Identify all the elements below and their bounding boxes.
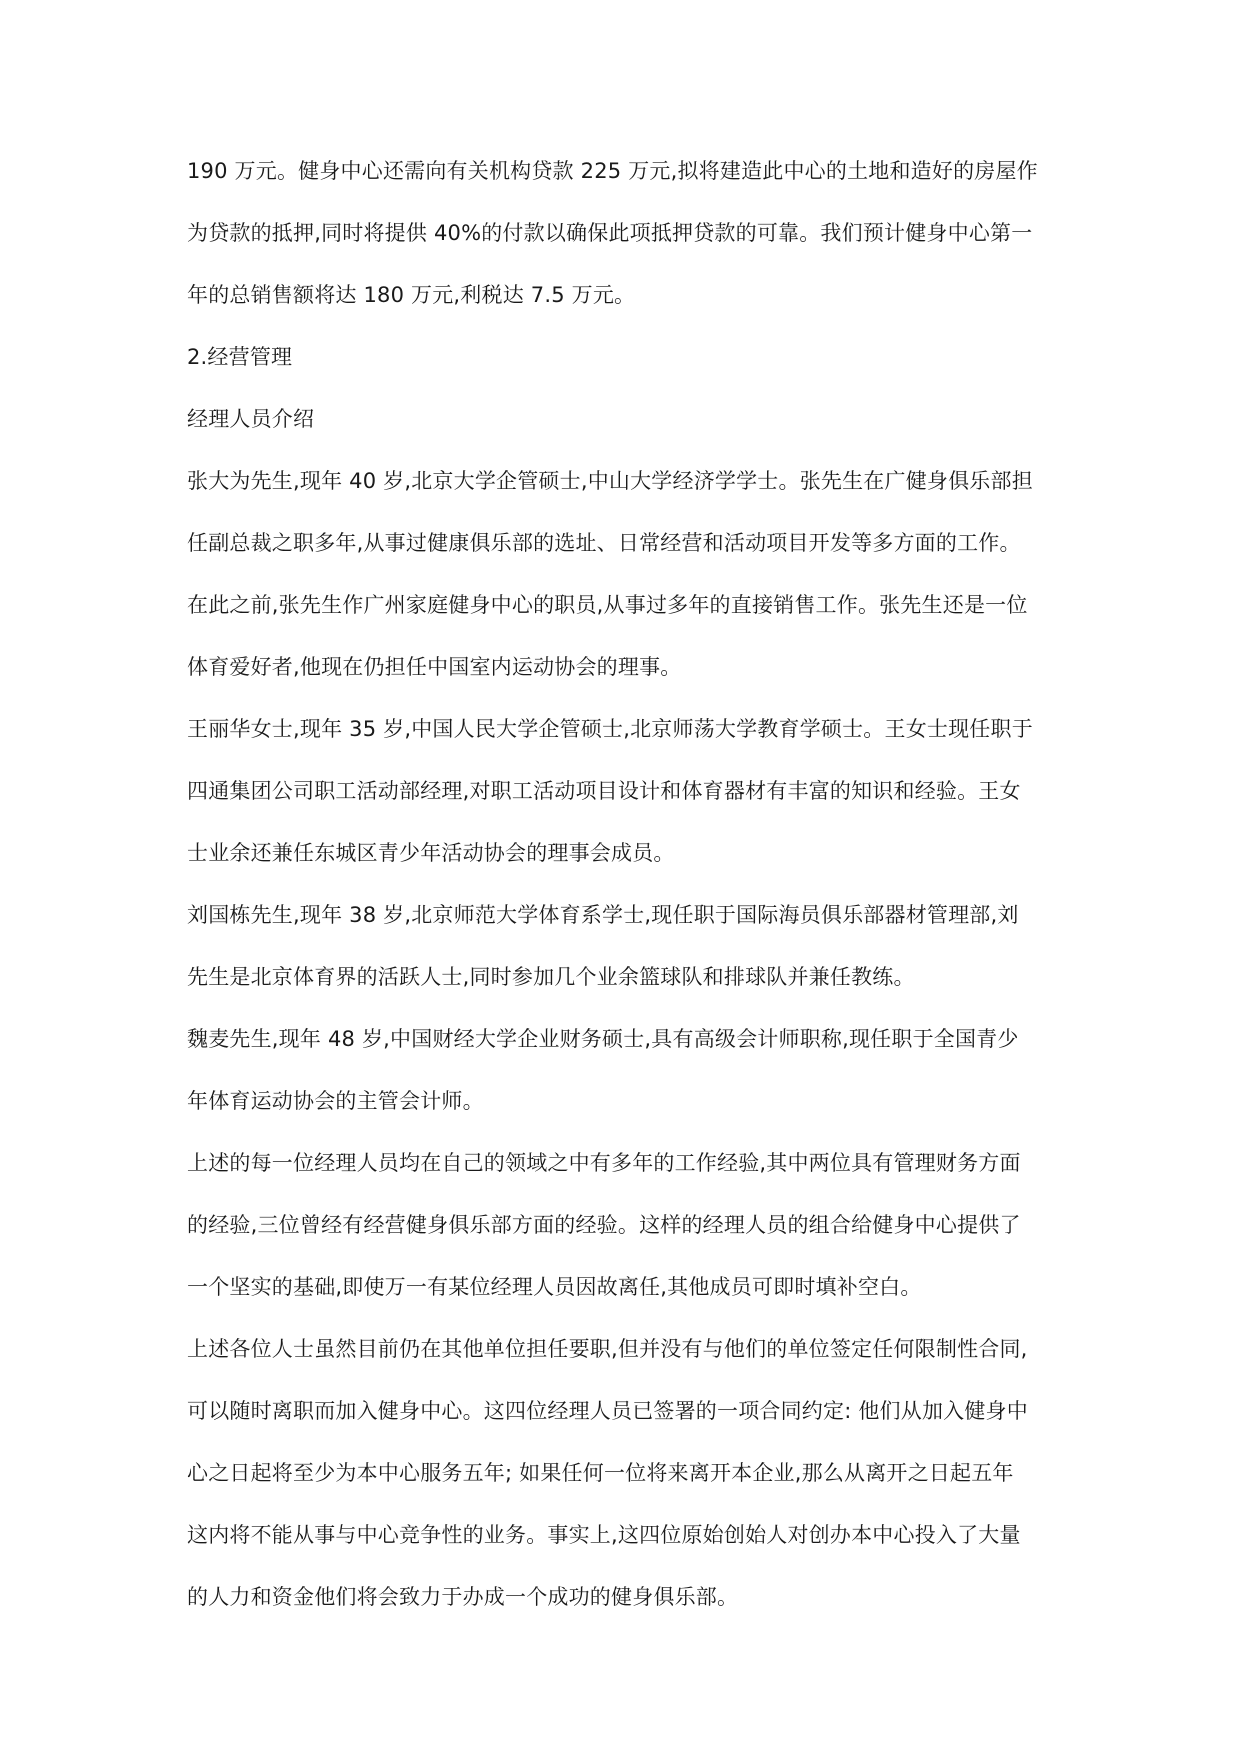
- document-page: [187, 140, 1057, 1628]
- section-heading: 2.经营管理: [187, 345, 293, 369]
- text-line: 190 万元。健身中心还需向有关机构贷款 225 万元,拟将建造此中心的土地和造好的房屋作: [187, 159, 1038, 183]
- subsection-heading: 经理人员介绍: [187, 407, 315, 431]
- text-line: 这内将不能从事与中心竞争性的业务。事实上,这四位原始创始人对创办本中心投入了大量: [187, 1523, 1021, 1547]
- text-line: 先生是北京体育界的活跃人士,同时参加几个业余篮球队和排球队并兼任教练。: [187, 965, 915, 989]
- text-line: 王丽华女士,现年 35 岁,中国人民大学企管硕士,北京师荡大学教育学硕士。王女士现任职于: [187, 717, 1033, 741]
- text-line: 年体育运动协会的主管会计师。: [187, 1089, 484, 1113]
- text-line: 心之日起将至少为本中心服务五年; 如果任何一位将来离开本企业,那么从离开之日起五年: [187, 1461, 1014, 1485]
- text-line: 年的总销售额将达 180 万元,利税达 7.5 万元。: [187, 283, 636, 307]
- text-line: 张大为先生,现年 40 岁,北京大学企管硕士,中山大学经济学学士。张先生在广健身俱乐部担: [187, 469, 1033, 493]
- text-line: 的经验,三位曾经有经营健身俱乐部方面的经验。这样的经理人员的组合给健身中心提供了: [187, 1213, 1021, 1237]
- text-line: 上述各位人士虽然目前仍在其他单位担任要职,但并没有与他们的单位签定任何限制性合同,: [187, 1337, 1028, 1361]
- text-line: 一个坚实的基础,即使万一有某位经理人员因故离任,其他成员可即时填补空白。: [187, 1275, 922, 1299]
- text-line: 的人力和资金他们将会致力于办成一个成功的健身俱乐部。: [187, 1585, 739, 1609]
- text-line: 四通集团公司职工活动部经理,对职工活动项目设计和体育器材有丰富的知识和经验。王女: [187, 779, 1021, 803]
- text-line: 在此之前,张先生作广州家庭健身中心的职员,从事过多年的直接销售工作。张先生还是一位: [187, 593, 1028, 617]
- text-line: 刘国栋先生,现年 38 岁,北京师范大学体育系学士,现任职于国际海员俱乐部器材管理部,刘: [187, 903, 1019, 927]
- text-line: 可以随时离职而加入健身中心。这四位经理人员已签署的一项合同约定: 他们从加入健身中: [187, 1399, 1028, 1423]
- text-line: 士业余还兼任东城区青少年活动协会的理事会成员。: [187, 841, 675, 865]
- text-line: 为贷款的抵押,同时将提供 40%的付款以确保此项抵押贷款的可靠。我们预计健身中心第一: [187, 221, 1033, 245]
- text-line: 体育爱好者,他现在仍担任中国室内运动协会的理事。: [187, 655, 682, 679]
- text-line: 上述的每一位经理人员均在自己的领域之中有多年的工作经验,其中两位具有管理财务方面: [187, 1151, 1021, 1175]
- text-line: 任副总裁之职多年,从事过健康俱乐部的选址、日常经营和活动项目开发等多方面的工作。: [187, 531, 1021, 555]
- text-line: 魏麦先生,现年 48 岁,中国财经大学企业财务硕士,具有高级会计师职称,现任职于全国青少: [187, 1027, 1019, 1051]
